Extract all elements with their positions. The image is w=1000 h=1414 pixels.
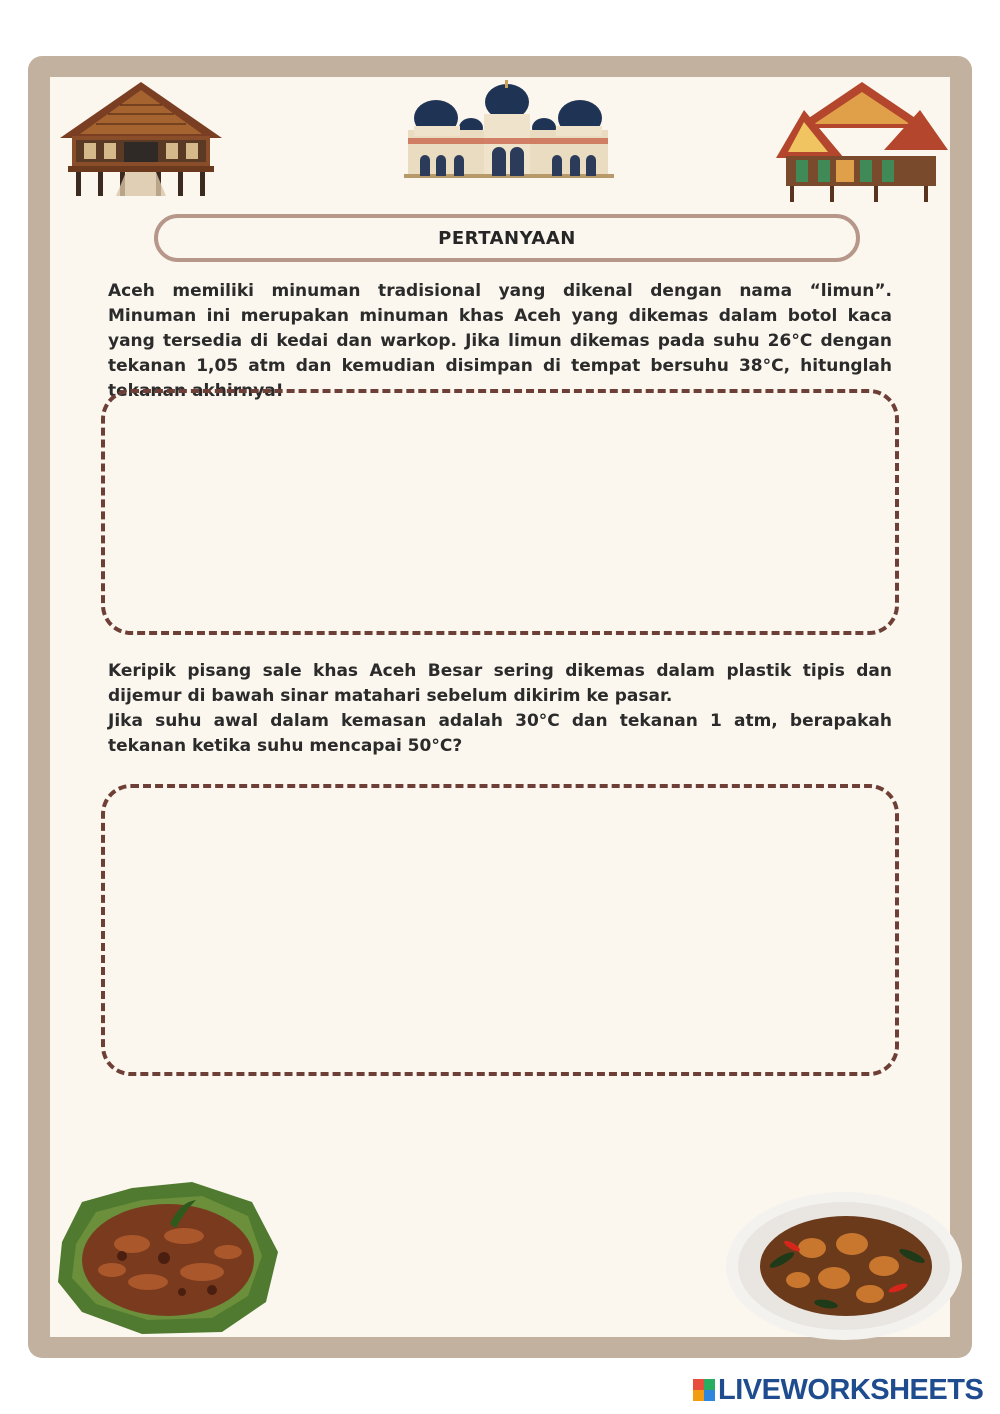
brand-mark-icon — [693, 1379, 715, 1401]
answer-box-1[interactable] — [101, 389, 899, 635]
answer-box-2[interactable] — [101, 784, 899, 1076]
rendang-dish-icon — [52, 1172, 282, 1337]
brand-name: LIVEWORKSHEETS — [718, 1373, 984, 1406]
question-2-text-1: Keripik pisang sale khas Aceh Besar sering dikemas dalam plastik tipis dan dijemur di bawah sinar matahari sebelum dikirim ke pasar. — [108, 661, 892, 706]
question-1-text: Aceh memiliki minuman tradisional yang dikenal dengan nama “limun”. Minuman ini merupakan minuman khas Aceh yang dikemas dalam botol kaca yang tersedia di kedai dan warkop. Jika limun dikemas pada suhu 26°C dengan tekanan 1,05 atm dan kemudian disimpan di tempat bersuhu 38°C, hitunglah tekanan akhirnya! — [108, 281, 892, 401]
shrimp-dish-icon — [722, 1186, 966, 1342]
baiturrahman-mosque-icon — [394, 80, 624, 180]
question-2-text-2: Jika suhu awal dalam kemasan adalah 30°C dan tekanan 1 atm, berapakah tekanan ketika suhu mencapai 50°C? — [108, 711, 892, 756]
section-title-banner — [154, 214, 860, 262]
question-1 — [108, 279, 892, 404]
traditional-house-icon — [774, 80, 950, 202]
question-2 — [108, 659, 892, 759]
liveworksheets-logo — [693, 1375, 983, 1405]
page-title: PERTANYAAN — [438, 227, 576, 249]
rumoh-aceh-house-icon — [56, 80, 226, 198]
